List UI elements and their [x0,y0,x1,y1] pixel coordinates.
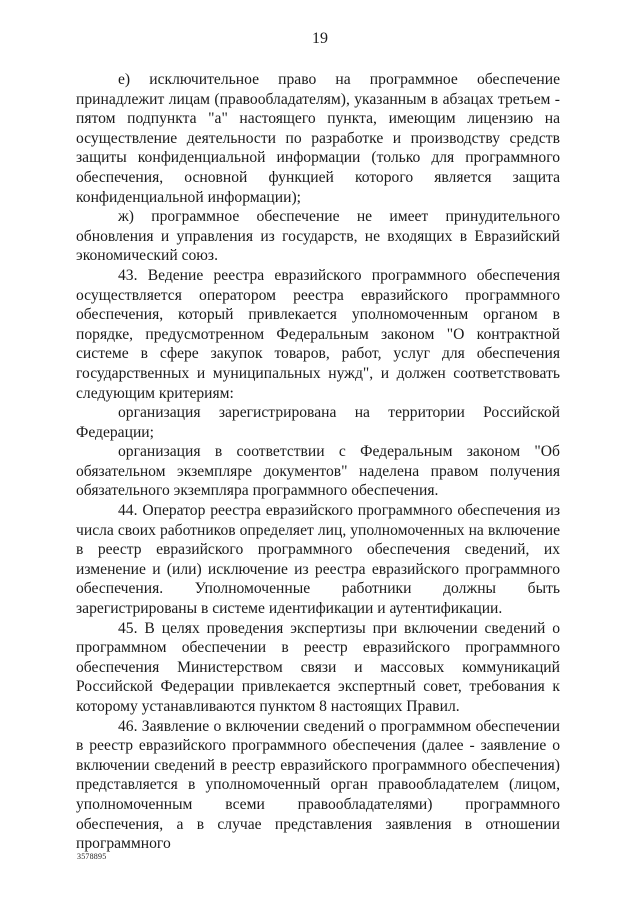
paragraph-item-e: е) исключительное право на программное обеспечение принадлежит лицам (правообладателям), указанным в абзацах третьем - пятом подпункта "а" настоящего пункта, имеющим лицензию на осуществление деятельности по разработке и производству средств защиты конфиденциальной информации (только для программного обеспечения, основной функцией которого является защита конфиденциальной информации); [76,71,560,206]
document-code: 3578895 [77,852,107,861]
paragraph-criterion-registration: организация зарегистрирована на территории Российской Федерации; [76,404,560,441]
paragraph-clause-45: 45. В целях проведения экспертизы при включении сведений о программном обеспечении в реестр евразийского программного обеспечения Министерством связи и массовых коммуникаций Российской Федерации привлекается экспертный совет, требования к которому устанавливаются пунктом 8 настоящих Правил. [76,619,560,715]
page-number: 19 [312,30,328,47]
paragraph-clause-46: 46. Заявление о включении сведений о программном обеспечении в реестр евразийского программного обеспечения (далее - заявление о включении сведений в реестр евразийского программного обеспечения) представляется в уполномоченный орган правообладателем (лицом, уполномоченным всеми правообладателями) программного обеспечения, а в случае представления заявления в отношении программного [76,717,560,853]
paragraph-clause-44: 44. Оператор реестра евразийского программного обеспечения из числа своих работников определяет лиц, уполномоченных на включение в реестр евразийского программного обеспечения сведений, их изменение и (или) исключение из реестра евразийского программного обеспечения. Уполномоченные работники должны быть зарегистрированы в системе идентификации и аутентификации. [76,502,560,618]
document-body [76,70,560,854]
paragraph-clause-43: 43. Ведение реестра евразийского программного обеспечения осуществляется оператором реестра евразийского программного обеспечения, который привлекается уполномоченным органом в порядке, предусмотренном Федеральным законом "О контрактной системе в сфере закупок товаров, работ, услуг для обеспечения государственных и муниципальных нужд", и должен соответствовать следующим критериям: [76,266,560,402]
paragraph-criterion-legal-deposit: организация в соответствии с Федеральным законом "Об обязательном экземпляре документов" наделена правом получения обязательного экземпляра программного обеспечения. [76,443,560,500]
paragraph-item-zh: ж) программное обеспечение не имеет принудительного обновления и управления из государств, не входящих в Евразийский экономический союз. [76,208,560,265]
